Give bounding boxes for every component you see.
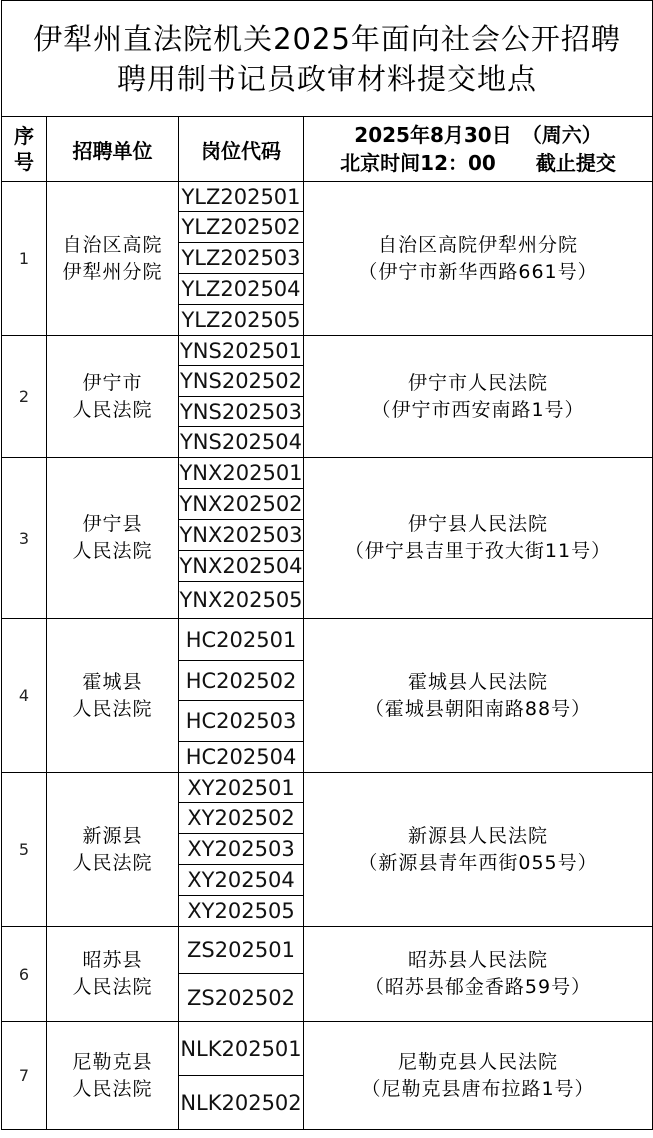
header-no: [2, 117, 47, 182]
unit-line-1: 霍城县: [82, 670, 143, 693]
location-address: （伊宁市西安南路1号）: [371, 398, 585, 421]
position-code: YNS202501: [179, 336, 304, 366]
header-unit: 招聘单位: [47, 117, 179, 182]
position-code: NLK202501: [179, 1022, 304, 1076]
location-name: 自治区高院伊犁州分院: [377, 233, 578, 256]
submission-location: [304, 458, 653, 619]
unit-line-2: 伊犁州分院: [62, 260, 163, 283]
unit-line-2: 人民法院: [72, 540, 153, 562]
unit-line-1: 伊宁市: [82, 371, 143, 394]
header-deadline-line-2: 北京时间12：00 截止提交: [340, 151, 616, 175]
title-line-1: 伊犁州直法院机关2025年面向社会公开招聘: [33, 21, 621, 56]
position-code: YNS202504: [179, 427, 304, 458]
row-number: 2: [2, 336, 47, 458]
table-row: [2, 336, 653, 366]
unit-line-2: 人民法院: [72, 976, 153, 998]
table-body: [2, 182, 653, 1130]
position-code: HC202503: [179, 701, 304, 742]
header-deadline-line-1: 2025年8月30日 （周六）: [354, 123, 602, 147]
row-number: 5: [2, 773, 47, 927]
recruiting-unit: [47, 927, 179, 1022]
document-title: [2, 1, 653, 117]
position-code: YNX202503: [179, 520, 304, 551]
unit-line-2: 人民法院: [72, 1077, 153, 1100]
position-code: YLZ202505: [179, 305, 304, 336]
table-row: [2, 458, 653, 489]
position-code: HC202501: [179, 619, 304, 661]
unit-line-2: 人民法院: [72, 851, 153, 874]
recruiting-unit: [47, 458, 179, 619]
header-no-line-2: 号: [14, 150, 34, 174]
location-name: 尼勒克县人民法院: [397, 1050, 558, 1073]
position-code: XY202503: [179, 834, 304, 865]
unit-line-1: 伊宁县: [82, 513, 143, 535]
position-code: NLK202502: [179, 1076, 304, 1130]
position-code: YNS202502: [179, 366, 304, 397]
unit-line-1: 新源县: [82, 824, 143, 847]
position-code: XY202504: [179, 865, 304, 896]
location-address: （昭苏县郁金香路59号）: [364, 976, 592, 998]
location-address: （伊宁县吉里于孜大街11号）: [344, 540, 612, 562]
recruiting-unit: [47, 1022, 179, 1130]
row-number: 1: [2, 182, 47, 336]
row-number: 7: [2, 1022, 47, 1130]
position-code: YNX202505: [179, 582, 304, 619]
position-code: YLZ202504: [179, 274, 304, 305]
row-number: 3: [2, 458, 47, 619]
table-row: [2, 773, 653, 803]
position-code: YNX202504: [179, 551, 304, 582]
recruiting-unit: [47, 182, 179, 336]
location-name: 昭苏县人民法院: [407, 949, 548, 971]
table-row: [2, 619, 653, 661]
position-code: YNX202501: [179, 458, 304, 489]
position-code: HC202502: [179, 661, 304, 701]
position-code: HC202504: [179, 742, 304, 773]
recruiting-unit: [47, 619, 179, 773]
header-code: 岗位代码: [179, 117, 304, 182]
position-code: ZS202501: [179, 927, 304, 974]
unit-line-1: 自治区高院: [62, 233, 163, 256]
location-name: 霍城县人民法院: [407, 670, 548, 693]
position-code: YLZ202502: [179, 212, 304, 243]
location-address: （新源县青年西街055号）: [358, 851, 598, 874]
submission-location: [304, 619, 653, 773]
position-code: XY202501: [179, 773, 304, 803]
table-row: [2, 927, 653, 974]
position-code: XY202505: [179, 896, 304, 927]
title-row: [2, 1, 653, 117]
unit-line-2: 人民法院: [72, 697, 153, 720]
row-number: 6: [2, 927, 47, 1022]
position-code: ZS202502: [179, 974, 304, 1022]
table-row: [2, 1022, 653, 1076]
submission-location: [304, 182, 653, 336]
header-no-line-1: 序: [14, 124, 34, 148]
position-code: XY202502: [179, 803, 304, 834]
location-name: 伊宁县人民法院: [407, 513, 548, 535]
row-number: 4: [2, 619, 47, 773]
table-row: [2, 182, 653, 212]
location-address: （伊宁市新华西路661号）: [358, 260, 598, 283]
submission-location: [304, 927, 653, 1022]
title-line-2: 聘用制书记员政审材料提交地点: [116, 61, 537, 96]
location-address: （尼勒克县唐布拉路1号）: [361, 1077, 595, 1100]
header-deadline: [304, 117, 653, 182]
position-code: YLZ202503: [179, 243, 304, 274]
unit-line-1: 尼勒克县: [72, 1050, 153, 1073]
unit-line-2: 人民法院: [72, 398, 153, 421]
location-address: （霍城县朝阳南路88号）: [364, 697, 592, 720]
submission-location: [304, 1022, 653, 1130]
location-name: 新源县人民法院: [407, 824, 548, 847]
submission-location: [304, 336, 653, 458]
recruiting-unit: [47, 773, 179, 927]
unit-line-1: 昭苏县: [82, 949, 143, 971]
submission-table: [1, 0, 653, 1130]
location-name: 伊宁市人民法院: [407, 371, 548, 394]
position-code: YNX202502: [179, 489, 304, 520]
position-code: YNS202503: [179, 397, 304, 427]
header-row: [2, 117, 653, 182]
recruiting-unit: [47, 336, 179, 458]
submission-location: [304, 773, 653, 927]
position-code: YLZ202501: [179, 182, 304, 212]
